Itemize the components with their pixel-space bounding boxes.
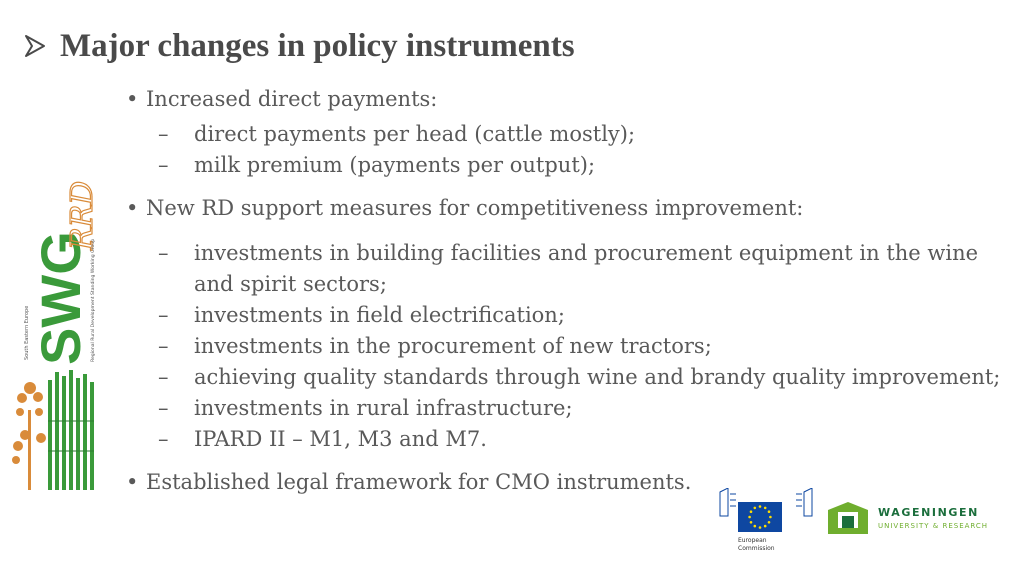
swg-tagline-right: Regional Rural Development Standing Working Group <box>91 238 96 362</box>
sub-item-text: investments in building facilities and procurement equipment in the wine and spirit sectors; <box>194 241 979 296</box>
swg-rrd-logo <box>8 150 100 495</box>
dash-marker: – <box>158 396 169 420</box>
slide-content <box>126 84 1006 498</box>
swg-letters: SWG <box>29 231 92 365</box>
sub-item-text: investments in rural infrastructure; <box>194 396 573 420</box>
sub-item <box>126 393 1006 424</box>
dash-marker: – <box>158 153 169 177</box>
sub-item <box>126 150 1006 181</box>
dash-marker: – <box>158 365 169 389</box>
swg-tagline-left: South Eastern Europe <box>24 305 30 360</box>
eu-label-line2: Commission <box>738 545 775 552</box>
sub-item <box>126 238 1006 300</box>
tree-icon <box>12 382 46 490</box>
sub-item-text: investments in field electrification; <box>194 303 565 327</box>
rrd-script: RRD <box>65 180 100 250</box>
dash-marker: – <box>158 303 169 327</box>
wur-name: WAGENINGEN <box>878 506 979 519</box>
dash-marker: – <box>158 427 169 451</box>
sub-item <box>126 424 1006 455</box>
title-row <box>22 24 575 68</box>
sub-item-text: milk premium (payments per output); <box>194 153 596 177</box>
dash-marker: – <box>158 334 169 358</box>
sub-item-text: investments in the procurement of new tractors; <box>194 334 712 358</box>
sub-item <box>126 331 1006 362</box>
dash-marker: – <box>158 241 169 265</box>
field-bars-graphic <box>48 370 94 490</box>
bullet-item: • Increased direct payments: <box>126 84 1006 115</box>
bullet-item: • Established legal framework for CMO instruments. <box>126 467 1006 498</box>
eu-label-line1: European <box>738 537 767 544</box>
wageningen-logo <box>826 500 988 536</box>
arrow-bullet-icon <box>22 33 48 59</box>
sub-item <box>126 362 1006 393</box>
european-commission-logo <box>716 488 816 554</box>
wur-subtitle: UNIVERSITY & RESEARCH <box>878 522 989 530</box>
sub-item <box>126 300 1006 331</box>
page-title: Major changes in policy instruments <box>60 27 575 64</box>
sub-item-text: direct payments per head (cattle mostly); <box>194 122 636 146</box>
sub-item-text: achieving quality standards through wine and brandy quality improvement; <box>194 365 1001 389</box>
wur-text <box>878 506 988 530</box>
sub-item <box>126 119 1006 150</box>
wur-emblem-icon <box>826 500 870 536</box>
bullet-item: • New RD support measures for competitiveness improvement: <box>126 193 1006 224</box>
dash-marker: – <box>158 122 169 146</box>
sub-item-text: IPARD II – M1, M3 and M7. <box>194 427 487 451</box>
